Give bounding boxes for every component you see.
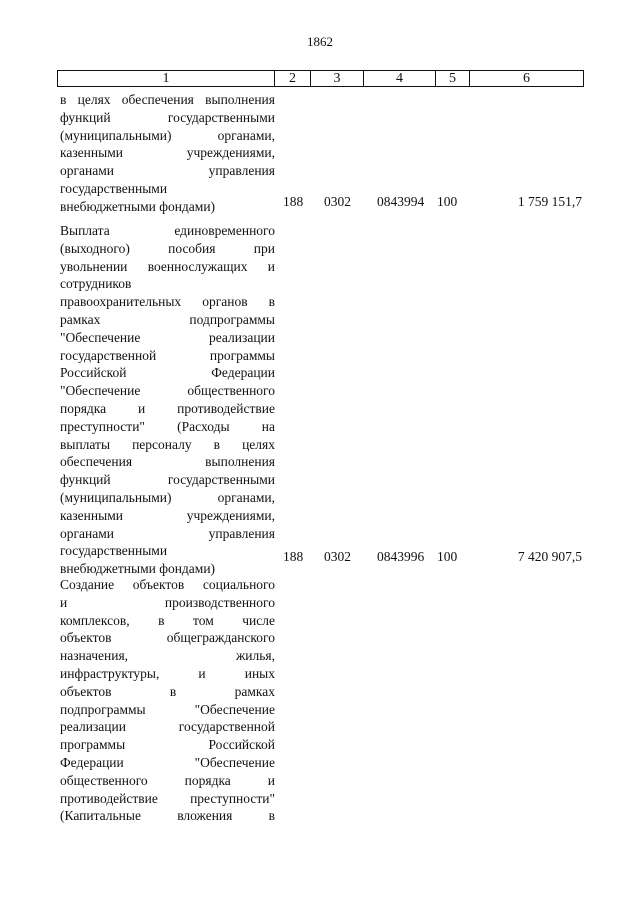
description-line: функций государственными <box>60 109 275 125</box>
column-header-6: 6 <box>470 71 584 87</box>
description-line: Выплата единовременного <box>60 223 275 238</box>
row-0-description <box>60 91 275 216</box>
row-1-col2: 188 <box>283 549 304 564</box>
description-line: Федерации "Обеспечение <box>60 754 275 770</box>
column-header-2: 2 <box>275 71 311 87</box>
row-0-col5: 100 <box>437 194 458 209</box>
description-line: объектов общегражданского <box>60 630 275 646</box>
row-0-col6: 1 759 151,7 <box>517 194 582 209</box>
description-line: государственными <box>60 180 168 196</box>
description-line: "Обеспечение реализации <box>60 329 275 345</box>
row-1-description <box>60 222 275 578</box>
description-line: и производственного <box>60 594 275 610</box>
description-line: назначения, жилья, <box>60 648 275 664</box>
description-line: органами управления <box>60 525 275 541</box>
description-line: государственными <box>60 543 168 559</box>
description-line: подпрограммы "Обеспечение <box>60 701 275 717</box>
description-line: реализации государственной <box>60 719 275 735</box>
column-header-4: 4 <box>364 71 436 87</box>
description-line: (муниципальными) органами, <box>60 489 275 505</box>
description-line: казенными учреждениями, <box>60 507 275 523</box>
column-header-1: 1 <box>58 71 275 87</box>
description-line: в целях обеспечения выполнения <box>60 92 275 107</box>
row-0-col3: 0302 <box>324 194 351 209</box>
page-number: 1862 <box>307 34 333 49</box>
description-line: внебюджетными фондами) <box>60 561 216 577</box>
description-line: обеспечения выполнения <box>60 454 275 470</box>
column-header-table <box>57 70 584 87</box>
description-line: объектов в рамках <box>60 683 275 699</box>
row-1-col5: 100 <box>437 549 458 564</box>
description-line: Создание объектов социального <box>60 577 275 592</box>
description-line: (Капитальные вложения в <box>60 808 275 824</box>
description-line: внебюджетными фондами) <box>60 198 216 214</box>
description-line: (муниципальными) органами, <box>60 127 275 143</box>
row-1-col4: 0843996 <box>377 549 425 564</box>
description-line: государственной программы <box>60 347 275 363</box>
description-line: (выходного) пособия при <box>60 240 275 256</box>
row-0-col4: 0843994 <box>377 194 425 209</box>
column-header-5: 5 <box>436 71 470 87</box>
description-line: функций государственными <box>60 472 275 488</box>
description-line: программы Российской <box>60 737 275 753</box>
description-line: правоохранительных органов в <box>60 294 275 310</box>
description-line: противодействие преступности" <box>60 790 275 806</box>
description-line: порядка и противодействие <box>60 400 275 416</box>
description-line: преступности" (Расходы на <box>60 418 275 434</box>
description-line: общественного порядка и <box>60 772 275 788</box>
row-0-col2: 188 <box>283 194 304 209</box>
description-line: комплексов, в том числе <box>60 612 275 628</box>
description-line: инфраструктуры, и иных <box>60 665 275 681</box>
column-header-3: 3 <box>311 71 364 87</box>
description-line: выплаты персоналу в целях <box>60 436 275 452</box>
description-line: Российской Федерации <box>60 365 275 381</box>
description-line: "Обеспечение общественного <box>60 383 275 399</box>
row-2-description <box>60 576 275 825</box>
column-header-row <box>58 71 584 87</box>
description-line: рамках подпрограммы <box>60 311 275 327</box>
row-1-col3: 0302 <box>324 549 351 564</box>
description-line: казенными учреждениями, <box>60 145 275 161</box>
description-line: сотрудников <box>60 276 132 292</box>
row-1-col6: 7 420 907,5 <box>517 549 582 564</box>
description-line: органами управления <box>60 163 275 179</box>
description-line: увольнении военнослужащих и <box>60 258 275 274</box>
